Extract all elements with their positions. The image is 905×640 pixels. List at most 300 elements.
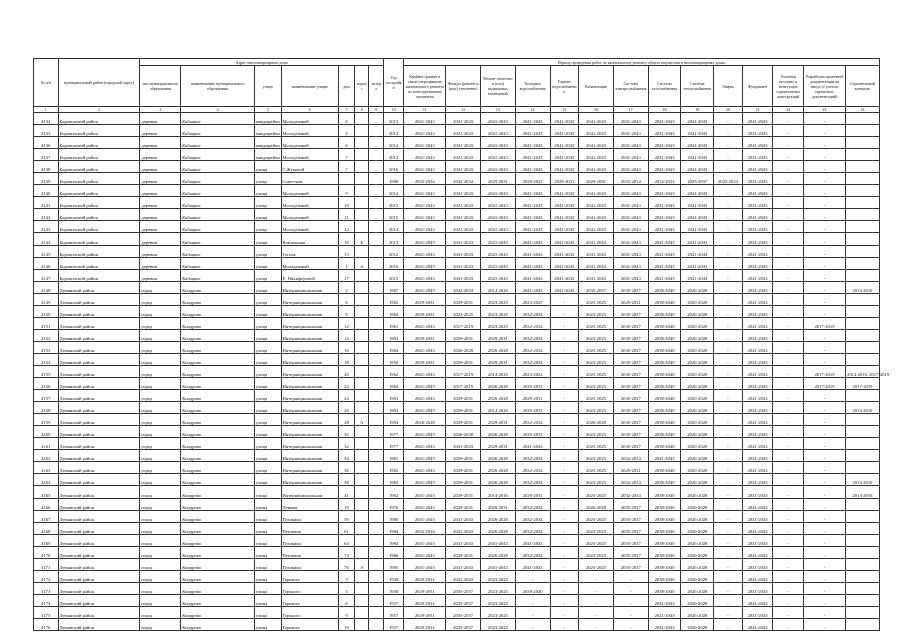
- table-cell: -: [613, 570, 648, 582]
- table-cell: Кондрово: [181, 329, 255, 341]
- table-cell: Кондрово: [181, 570, 255, 582]
- table-cell: 2026-2028: [681, 594, 714, 606]
- table-cell: [355, 546, 369, 558]
- table-cell: -: [550, 450, 579, 462]
- table-cell: -: [773, 245, 804, 257]
- table-cell: -: [515, 618, 550, 630]
- table-cell: 2041-2043: [681, 125, 714, 137]
- table-cell: Кабацкое: [181, 221, 255, 233]
- table-cell: 2041-2043: [446, 209, 481, 221]
- table-cell: 2041-2043: [446, 269, 481, 281]
- table-cell: Боровичский район: [58, 161, 140, 173]
- table-cell: 2029-2031: [481, 498, 516, 510]
- table-cell: Кабацкое: [181, 269, 255, 281]
- table-cell: 2035-2037: [613, 546, 648, 558]
- table-cell: [369, 305, 383, 317]
- column-number: 16: [579, 107, 614, 113]
- table-cell: 2026-2028: [681, 438, 714, 450]
- table-cell: деревня: [140, 197, 181, 209]
- table-cell: [355, 341, 369, 353]
- table-cell: 2029-2031: [446, 450, 481, 462]
- table-cell: 2041-2043: [742, 438, 773, 450]
- table-cell: -: [804, 293, 846, 305]
- table-cell: 2026-2028: [681, 462, 714, 474]
- table-cell: -: [773, 257, 804, 269]
- table-cell: 2041-2043: [404, 534, 446, 546]
- table-cell: 2023-2025: [579, 438, 614, 450]
- table-cell: 2041-2043: [515, 534, 550, 546]
- column-header: Система электроснабжения: [613, 66, 648, 107]
- column-number: 6: [281, 107, 338, 113]
- table-cell: 2041-2043: [648, 245, 681, 257]
- table-cell: 2041-2043: [742, 414, 773, 426]
- table-cell: Кондрово: [181, 426, 255, 438]
- table-cell: улица: [254, 438, 281, 450]
- table-cell: [846, 245, 880, 257]
- table-cell: 2029-2031: [404, 582, 446, 594]
- table-cell: город: [140, 438, 181, 450]
- table-cell: 2029-2031: [515, 402, 550, 414]
- table-cell: город: [140, 618, 181, 630]
- table-cell: 2041-2043: [404, 341, 446, 353]
- table-row: [34, 209, 880, 221]
- table-cell: Молодежный: [281, 209, 338, 221]
- table-cell: 2041-2043: [550, 269, 579, 281]
- table-cell: Кондрово: [181, 305, 255, 317]
- table-cell: -: [550, 305, 579, 317]
- table-cell: 2013: [383, 113, 403, 125]
- table-cell: 18: [338, 353, 354, 365]
- table-cell: 4170: [34, 546, 59, 558]
- table-cell: -: [773, 233, 804, 245]
- table-cell: -: [804, 546, 846, 558]
- table-cell: 2041-2043: [742, 341, 773, 353]
- table-row: [34, 281, 880, 293]
- table-cell: 2026-2028: [681, 414, 714, 426]
- table-cell: -: [714, 558, 743, 570]
- table-cell: 2029-2031: [481, 329, 516, 341]
- table-cell: 4176: [34, 618, 59, 630]
- table-cell: 4158: [34, 402, 59, 414]
- table-cell: Кондрово: [181, 341, 255, 353]
- table-cell: 2013: [383, 149, 403, 161]
- table-cell: 2014-2016: [846, 402, 880, 414]
- table-cell: 2041-2043: [742, 474, 773, 486]
- table-cell: город: [140, 570, 181, 582]
- table-cell: 2041-2043: [742, 426, 773, 438]
- table-cell: микрорайон: [254, 113, 281, 125]
- table-row: [34, 185, 880, 197]
- table-cell: [846, 606, 880, 618]
- table-cell: -: [714, 281, 743, 293]
- table-cell: 2041-2043: [481, 185, 516, 197]
- table-row: [34, 245, 880, 257]
- table-cell: Интернациональная: [281, 281, 338, 293]
- table-row: [34, 450, 880, 462]
- table-cell: улица: [254, 522, 281, 534]
- table-cell: 2041-2043: [742, 317, 773, 329]
- table-row: [34, 498, 880, 510]
- table-cell: 2026-2028: [579, 414, 614, 426]
- column-header: № п/п: [34, 59, 59, 107]
- table-cell: Боровичский район: [58, 125, 140, 137]
- table-cell: 2029-2031: [404, 570, 446, 582]
- table-cell: 4147: [34, 269, 59, 281]
- table-cell: [369, 606, 383, 618]
- table-cell: -: [714, 305, 743, 317]
- table-cell: 1963: [383, 402, 403, 414]
- table-cell: Демянский район: [58, 414, 140, 426]
- table-cell: 2026-2028: [681, 365, 714, 377]
- table-cell: улица: [254, 233, 281, 245]
- table-cell: Кондрово: [181, 522, 255, 534]
- table-cell: Кондрово: [181, 390, 255, 402]
- document-sheet: [33, 58, 890, 631]
- table-cell: -: [714, 269, 743, 281]
- table-cell: 2041-2043: [404, 498, 446, 510]
- table-cell: 4145: [34, 245, 59, 257]
- table-cell: 2035-2037: [613, 281, 648, 293]
- table-cell: А: [355, 414, 369, 426]
- table-cell: 2041-2043: [515, 245, 550, 257]
- table-cell: 2041-2043: [742, 450, 773, 462]
- table-cell: 2041-2043: [481, 269, 516, 281]
- table-cell: -: [714, 161, 743, 173]
- table-cell: 2041-2043: [515, 125, 550, 137]
- table-cell: -: [804, 281, 846, 293]
- table-cell: 13: [338, 245, 354, 257]
- table-cell: Кондрово: [181, 510, 255, 522]
- table-cell: 2032-2034: [613, 486, 648, 498]
- table-cell: 2041-2043: [404, 113, 446, 125]
- table-cell: улица: [254, 594, 281, 606]
- table-cell: -: [773, 450, 804, 462]
- table-cell: 2038-2040: [648, 462, 681, 474]
- table-cell: Кондрово: [181, 281, 255, 293]
- table-cell: -: [550, 390, 579, 402]
- table-cell: -: [773, 197, 804, 209]
- table-cell: 2013: [383, 125, 403, 137]
- table-cell: -: [804, 426, 846, 438]
- table-cell: [355, 498, 369, 510]
- table-cell: Кондрово: [181, 402, 255, 414]
- table-cell: 6: [338, 137, 354, 149]
- table-cell: Кабацкое: [181, 113, 255, 125]
- table-cell: 2035-2037: [579, 281, 614, 293]
- table-cell: Молодежный: [281, 221, 338, 233]
- table-cell: город: [140, 378, 181, 390]
- table-cell: -: [773, 462, 804, 474]
- table-cell: 2041-2043: [742, 149, 773, 161]
- table-row: [34, 606, 880, 618]
- table-cell: 2038-2040: [648, 317, 681, 329]
- table-cell: Боровичский район: [58, 209, 140, 221]
- table-cell: 30: [338, 426, 354, 438]
- table-cell: -: [773, 498, 804, 510]
- table-cell: 1938: [383, 570, 403, 582]
- table-cell: -: [550, 438, 579, 450]
- table-cell: [846, 149, 880, 161]
- table-cell: улица: [254, 474, 281, 486]
- table-cell: 2041-2043: [404, 269, 446, 281]
- table-cell: улица: [254, 185, 281, 197]
- table-cell: 2014-2016: [481, 365, 516, 377]
- table-cell: [355, 125, 369, 137]
- capital-repair-table: [33, 58, 890, 631]
- table-cell: 2041-2043: [404, 233, 446, 245]
- table-cell: 2038-2040: [648, 414, 681, 426]
- table-cell: Е. Никифоровой: [281, 269, 338, 281]
- table-cell: 2041-2043: [446, 558, 481, 570]
- table-cell: 2035-2037: [446, 618, 481, 630]
- table-cell: 2029-2031: [515, 173, 550, 185]
- table-cell: 2041-2043: [742, 173, 773, 185]
- table-cell: 76: [338, 558, 354, 570]
- table-cell: 2026-2028: [481, 390, 516, 402]
- table-cell: 2041-2043: [550, 233, 579, 245]
- table-cell: Демянский район: [58, 570, 140, 582]
- table-cell: Интернациональная: [281, 474, 338, 486]
- table-cell: 2026-2028: [681, 618, 714, 630]
- table-cell: улица: [254, 582, 281, 594]
- table-cell: город: [140, 462, 181, 474]
- table-cell: 9: [338, 185, 354, 197]
- table-cell: Пушкина: [281, 534, 338, 546]
- table-cell: 16: [338, 341, 354, 353]
- table-cell: -: [714, 618, 743, 630]
- table-cell: [355, 185, 369, 197]
- table-cell: 4161: [34, 438, 59, 450]
- table-cell: [369, 269, 383, 281]
- table-cell: Кондрово: [181, 353, 255, 365]
- table-cell: 4162: [34, 450, 59, 462]
- table-cell: 2012: [383, 245, 403, 257]
- table-cell: улица: [254, 305, 281, 317]
- table-cell: 2032-2034: [515, 414, 550, 426]
- table-cell: [355, 329, 369, 341]
- table-cell: [355, 113, 369, 125]
- table-cell: Кондрово: [181, 365, 255, 377]
- column-number: 19: [681, 107, 714, 113]
- table-cell: 2038-2040: [648, 305, 681, 317]
- table-cell: 2029-2031: [404, 305, 446, 317]
- table-cell: Демянский район: [58, 462, 140, 474]
- table-cell: 1982: [383, 293, 403, 305]
- table-cell: улица: [254, 570, 281, 582]
- table-cell: 2041-2043: [446, 257, 481, 269]
- table-cell: -: [773, 378, 804, 390]
- table-cell: -: [550, 426, 579, 438]
- table-cell: Демянский район: [58, 390, 140, 402]
- table-cell: Демянский район: [58, 582, 140, 594]
- table-cell: город: [140, 341, 181, 353]
- table-body: [34, 113, 890, 631]
- table-cell: улица: [254, 317, 281, 329]
- table-cell: 2041-2043: [681, 149, 714, 161]
- table-cell: Интернациональная: [281, 438, 338, 450]
- table-cell: 2041-2043: [648, 137, 681, 149]
- table-cell: Кондрово: [181, 498, 255, 510]
- table-cell: 38: [338, 474, 354, 486]
- table-cell: 2041-2043: [648, 450, 681, 462]
- table-cell: -: [804, 221, 846, 233]
- table-cell: 2038-2040: [648, 498, 681, 510]
- table-cell: 2041-2043: [742, 161, 773, 173]
- table-cell: 2041-2043: [481, 113, 516, 125]
- table-cell: Демянский район: [58, 606, 140, 618]
- column-header: дом: [338, 66, 354, 107]
- table-cell: 2041-2043: [742, 305, 773, 317]
- table-cell: улица: [254, 281, 281, 293]
- table-cell: 2041-2043: [579, 161, 614, 173]
- table-cell: 2041-2043: [404, 462, 446, 474]
- table-cell: [846, 570, 880, 582]
- table-cell: микрорайон: [254, 125, 281, 137]
- column-header: наименование улицы: [281, 66, 338, 107]
- table-cell: [369, 582, 383, 594]
- table-cell: -: [773, 137, 804, 149]
- table-cell: [369, 414, 383, 426]
- table-cell: улица: [254, 209, 281, 221]
- table-cell: Боровичский район: [58, 113, 140, 125]
- table-cell: -: [804, 522, 846, 534]
- table-cell: улица: [254, 534, 281, 546]
- table-cell: город: [140, 606, 181, 618]
- table-cell: -: [804, 353, 846, 365]
- table-cell: 10: [338, 618, 354, 630]
- table-cell: 2041-2043: [481, 209, 516, 221]
- table-cell: 2023-2025: [579, 390, 614, 402]
- table-cell: -: [773, 438, 804, 450]
- table-cell: 2041-2043: [446, 161, 481, 173]
- table-cell: 2026-2028: [481, 426, 516, 438]
- column-number: 5: [254, 107, 281, 113]
- table-cell: 2041-2043: [404, 365, 446, 377]
- table-cell: 2029-2031: [404, 353, 446, 365]
- table-cell: [369, 365, 383, 377]
- table-cell: [369, 462, 383, 474]
- table-cell: деревня: [140, 161, 181, 173]
- table-cell: 2029-2031: [613, 293, 648, 305]
- table-cell: 2014-2016: [846, 474, 880, 486]
- table-cell: Демянский район: [58, 498, 140, 510]
- table-cell: город: [140, 353, 181, 365]
- table-row: [34, 378, 880, 390]
- table-cell: Кабацкое: [181, 209, 255, 221]
- table-cell: -: [804, 450, 846, 462]
- table-cell: Боровичский район: [58, 233, 140, 245]
- table-cell: 2038-2040: [648, 281, 681, 293]
- table-cell: 2041-2043: [742, 522, 773, 534]
- table-cell: -: [773, 185, 804, 197]
- table-cell: 1982: [383, 474, 403, 486]
- table-cell: [846, 317, 880, 329]
- table-cell: Демянский район: [58, 618, 140, 630]
- table-cell: деревня: [140, 257, 181, 269]
- table-cell: 2041-2043: [613, 137, 648, 149]
- table-cell: -: [714, 221, 743, 233]
- table-cell: Кондрово: [181, 462, 255, 474]
- table-cell: 4175: [34, 606, 59, 618]
- table-cell: Демянский район: [58, 365, 140, 377]
- table-cell: 3: [338, 570, 354, 582]
- table-cell: 2032-2034: [515, 546, 550, 558]
- table-cell: [355, 365, 369, 377]
- table-cell: Кондрово: [181, 606, 255, 618]
- table-cell: 2041-2043: [648, 269, 681, 281]
- table-cell: 2041-2043: [515, 197, 550, 209]
- table-cell: 2041-2043: [742, 510, 773, 522]
- table-cell: город: [140, 546, 181, 558]
- table-cell: 2017-2019: [804, 365, 846, 377]
- table-cell: 4137: [34, 149, 59, 161]
- table-cell: -: [804, 402, 846, 414]
- table-cell: [846, 329, 880, 341]
- table-cell: 2026-2028: [681, 317, 714, 329]
- table-cell: А: [355, 257, 369, 269]
- table-cell: Кабацкое: [181, 149, 255, 161]
- table-cell: 2041-2043: [648, 594, 681, 606]
- column-number: 15: [550, 107, 579, 113]
- table-cell: [846, 257, 880, 269]
- table-cell: Демянский район: [58, 474, 140, 486]
- table-cell: 2041-2043: [550, 161, 579, 173]
- table-cell: 2041-2043: [742, 125, 773, 137]
- table-cell: 4156: [34, 378, 59, 390]
- table-cell: 2041-2043: [742, 269, 773, 281]
- table-cell: 2017-2019: [804, 317, 846, 329]
- table-cell: -: [550, 353, 579, 365]
- table-cell: 2026-2028: [681, 390, 714, 402]
- table-cell: [846, 125, 880, 137]
- table-cell: -: [804, 125, 846, 137]
- table-cell: -: [773, 305, 804, 317]
- table-cell: 2041-2043: [481, 233, 516, 245]
- table-cell: -: [773, 510, 804, 522]
- table-cell: [846, 438, 880, 450]
- table-cell: 2041-2043: [404, 257, 446, 269]
- table-cell: деревня: [140, 125, 181, 137]
- table-cell: -: [804, 113, 846, 125]
- table-cell: -: [773, 341, 804, 353]
- table-cell: 2041-2043: [648, 221, 681, 233]
- table-cell: [355, 534, 369, 546]
- table-cell: 2032-2034: [446, 173, 481, 185]
- table-cell: [355, 594, 369, 606]
- table-cell: 1987: [383, 281, 403, 293]
- table-cell: 12: [338, 317, 354, 329]
- table-cell: Кондрово: [181, 317, 255, 329]
- table-cell: 2041-2043: [579, 209, 614, 221]
- table-cell: -: [773, 606, 804, 618]
- table-cell: -: [515, 570, 550, 582]
- table-cell: -: [714, 185, 743, 197]
- table-cell: 1961: [383, 317, 403, 329]
- table-cell: 2041-2043: [648, 606, 681, 618]
- table-cell: 4166: [34, 498, 59, 510]
- table-cell: 2026-2028: [681, 305, 714, 317]
- table-cell: Пушкина: [281, 522, 338, 534]
- table-cell: -: [804, 558, 846, 570]
- table-cell: Кондрово: [181, 293, 255, 305]
- table-cell: 2026-2028: [681, 474, 714, 486]
- table-cell: 1962: [383, 486, 403, 498]
- table-cell: 2023-2025: [579, 402, 614, 414]
- table-cell: 4160: [34, 426, 59, 438]
- table-cell: улица: [254, 558, 281, 570]
- table-cell: [369, 402, 383, 414]
- table-row: [34, 534, 880, 546]
